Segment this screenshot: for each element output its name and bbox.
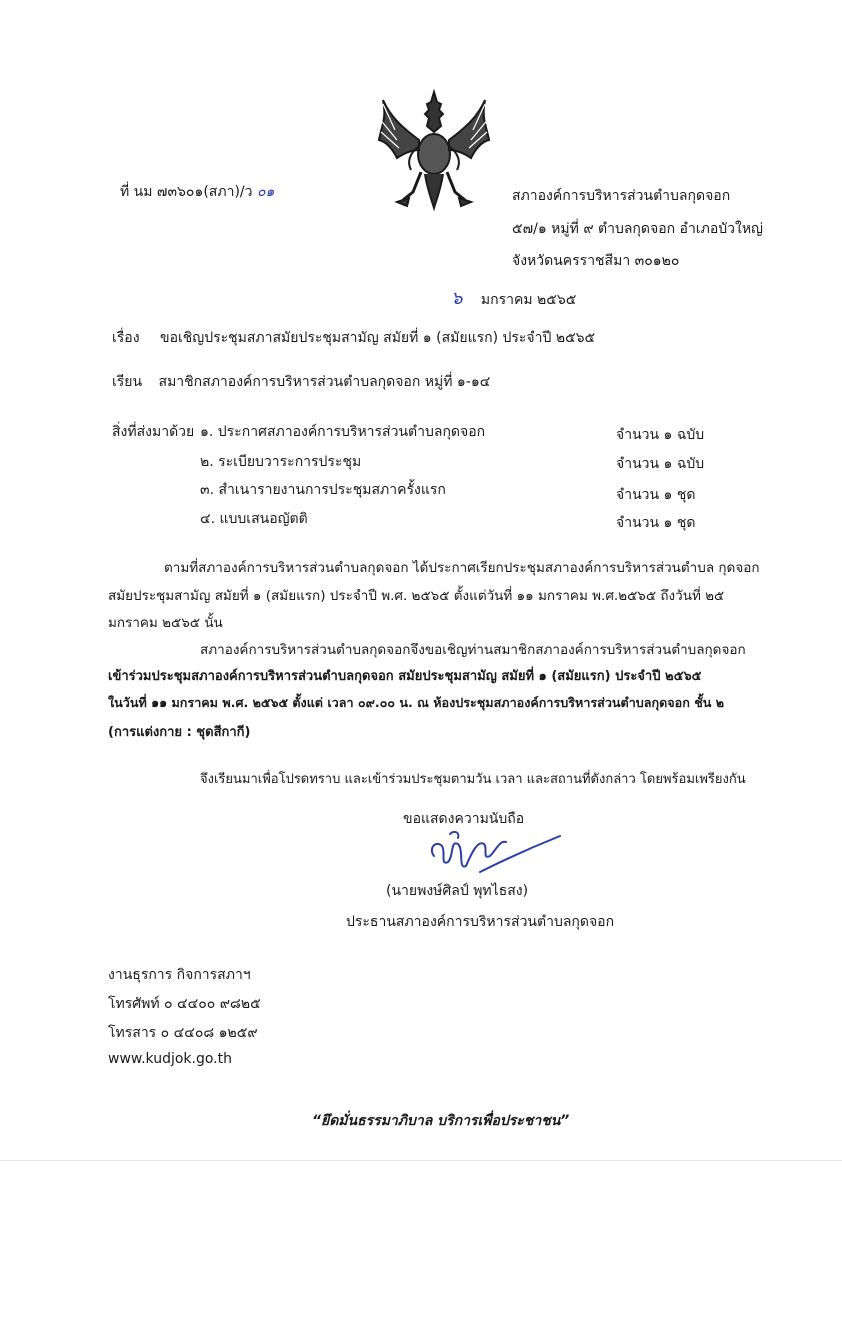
footer-fax: โทรสาร ๐ ๔๔๐๘ ๑๒๕๙	[108, 1025, 258, 1041]
subject-line	[112, 327, 595, 349]
org-name: สภาองค์การบริหารส่วนตำบลกุดจอก	[512, 188, 731, 204]
paragraph-3: จึงเรียนมาเพื่อโปรดทราบ และเข้าร่วมประชุมตามวัน เวลา และสถานที่ดังกล่าว โดยพร้อมเพรียงกัน	[200, 772, 746, 787]
paragraph-1-line-1: ตามที่สภาองค์การบริหารส่วนตำบลกุดจอก ได้ประกาศเรียกประชุมสภาองค์การบริหารส่วนตำบล กุดจอก	[164, 560, 760, 576]
org-address-line2: จังหวัดนครราชสีมา ๓๐๑๒๐	[512, 253, 680, 269]
scan-divider-line	[0, 1160, 842, 1161]
footer-department: งานธุรการ กิจการสภาฯ	[108, 967, 251, 983]
enclosure-item-3: ๓. สำเนารายงานการประชุมสภาครั้งแรก	[200, 482, 446, 498]
recipient-line	[112, 371, 490, 393]
enclosure-qty-3: จำนวน ๑ ชุด	[616, 487, 696, 503]
document-number-prefix: ที่ นม ๗๓๖๐๑(สภา)/ว	[120, 184, 253, 200]
paragraph-2-line-4: (การแต่งกาย : ชุดสีกากี)	[108, 725, 251, 740]
paragraph-2-line-3: ในวันที่ ๑๑ มกราคม พ.ศ. ๒๕๖๕ ตั้งแต่ เวลา ๐๙.๐๐ น. ณ ห้องประชุมสภาองค์การบริหารส่วนตำบลกุดจอก ชั้น ๒	[108, 695, 725, 710]
enclosure-qty-4: จำนวน ๑ ชุด	[616, 515, 696, 531]
handwritten-signature-icon	[420, 826, 570, 884]
enclosure-item-2: ๒. ระเบียบวาระการประชุม	[200, 454, 362, 470]
enclosures-label: สิ่งที่ส่งมาด้วย	[112, 424, 195, 440]
footer-phone: โทรศัพท์ ๐ ๔๔๐๐ ๙๘๒๕	[108, 996, 261, 1012]
signer-name: (นายพงษ์ศิลป์ พุทไธสง)	[386, 883, 529, 899]
signer-title: ประธานสภาองค์การบริหารส่วนตำบลกุดจอก	[346, 914, 615, 930]
paragraph-2-line-2: เข้าร่วมประชุมสภาองค์การบริหารส่วนตำบลกุดจอก สมัยประชุมสามัญ สมัยที่ ๑ (สมัยแรก) ประจำปี ๒๕๖๕	[108, 669, 702, 684]
enclosure-item-4: ๔. แบบเสนอญัตติ	[200, 511, 308, 527]
footer-website: www.kudjok.go.th	[108, 1051, 232, 1067]
footer-slogan: “ยึดมั่นธรรมาภิบาล บริการเพื่อประชาชน”	[312, 1113, 570, 1129]
date-day-handwritten: ๖	[451, 288, 463, 309]
paragraph-2-line-1: สภาองค์การบริหารส่วนตำบลกุดจอกจึงขอเชิญท่านสมาชิกสภาองค์การบริหารส่วนตำบลกุดจอก	[200, 642, 746, 658]
document-number	[120, 181, 274, 203]
enclosure-qty-2: จำนวน ๑ ฉบับ	[616, 456, 705, 472]
recipient-label: เรียน	[112, 374, 143, 390]
garuda-emblem-icon	[373, 88, 495, 212]
paragraph-1-line-3: มกราคม ๒๕๖๕ นั้น	[108, 615, 223, 631]
enclosure-qty-1: จำนวน ๑ ฉบับ	[616, 427, 705, 443]
subject-text: ขอเชิญประชุมสภาสมัยประชุมสามัญ สมัยที่ ๑ (สมัยแรก) ประจำปี ๒๕๖๕	[160, 330, 596, 346]
enclosure-item-1: ๑. ประกาศสภาองค์การบริหารส่วนตำบลกุดจอก	[200, 424, 486, 440]
date-month-year: มกราคม ๒๕๖๕	[480, 292, 577, 308]
subject-label: เรื่อง	[112, 330, 140, 346]
document-number-handwritten: ๐๑	[256, 184, 275, 200]
paragraph-1-line-2: สมัยประชุมสามัญ สมัยที่ ๑ (สมัยแรก) ประจำปี พ.ศ. ๒๕๖๕ ตั้งแต่วันที่ ๑๑ มกราคม พ.ศ.๒๕๖๕ ถึงวันที่ ๒๕	[108, 588, 725, 604]
org-address-line1: ๕๗/๑ หมู่ที่ ๙ ตำบลกุดจอก อำเภอบัวใหญ่	[512, 221, 763, 237]
document-date	[451, 283, 576, 312]
closing-salutation: ขอแสดงความนับถือ	[403, 811, 525, 827]
recipient-text: สมาชิกสภาองค์การบริหารส่วนตำบลกุดจอก หมู่ที่ ๑-๑๔	[158, 374, 491, 390]
